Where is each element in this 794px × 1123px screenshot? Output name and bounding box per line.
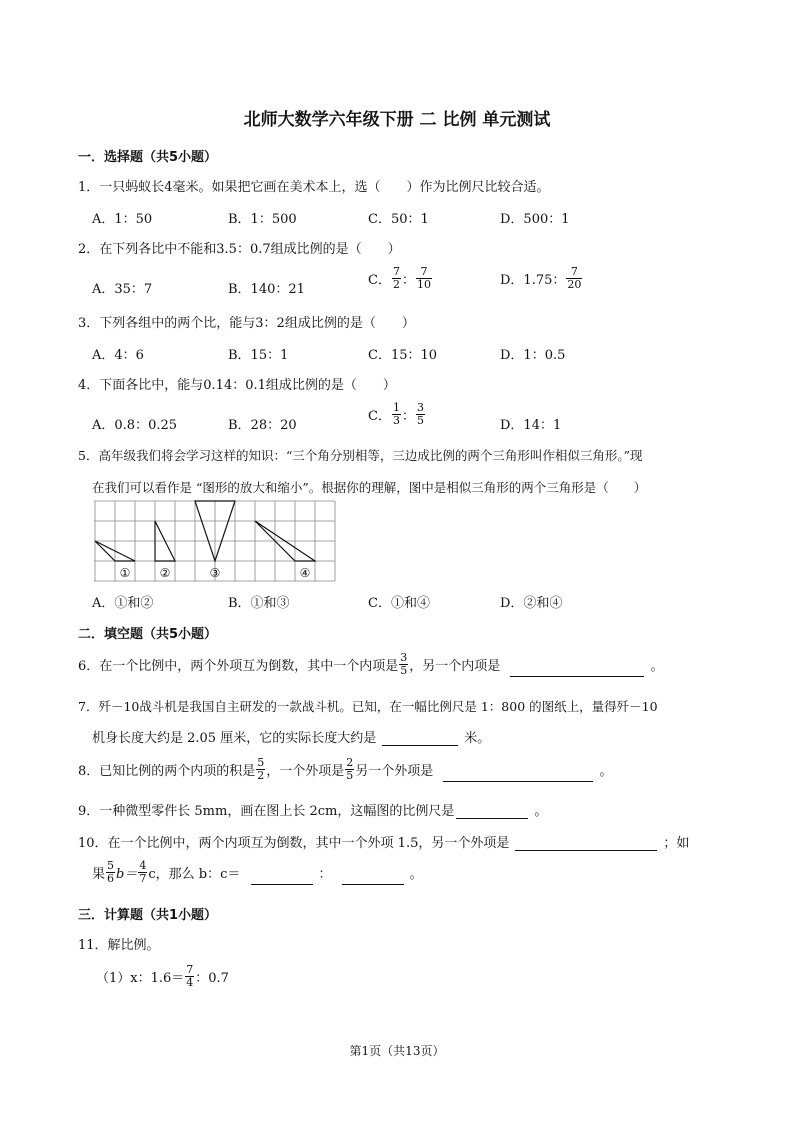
q5-option-d: D．②和④ [500,596,563,611]
question-10-line-2: 果 $\frac{5}{6}$ b＝ $\frac{4}{7}$ c，那么 b：c＝ ： 。 [92,859,423,885]
q10-answer-blank-1 [515,836,657,851]
q1-option-a: A．1：50 [92,212,153,227]
q4-option-c: C． $\frac{1}{3}$ ： $\frac{3}{5}$ [368,401,424,427]
q5-option-b: B．①和③ [228,596,290,611]
q3-option-b: B．15：1 [228,348,289,363]
q1-option-b: B．1：500 [228,212,297,227]
q3-option-c: C．15：10 [368,348,438,363]
q4-option-a: A．0.8：0.25 [92,418,178,433]
section-heading-calc: 三．计算题（共1小题） [78,908,218,923]
q4-option-b: B．28：20 [228,418,297,433]
question-6: 6．在一个比例中，两个外项互为倒数，其中一个内项是 $\frac{3}{5}$ ，另一个内项是 。 [78,651,664,677]
q9-answer-blank [456,804,528,819]
page-footer: 第1页（共13页） [349,1044,445,1058]
q3-option-d: D．1：0.5 [500,348,566,363]
q2-option-d: D．1.75： $\frac{7}{20}$ [500,265,582,291]
question-3-text: 3．下列各组中的两个比，能与3：2组成比例的是（ ） [78,316,415,331]
q10-answer-blank-2 [251,870,313,885]
triangle-grid-figure [94,500,336,582]
question-8: 8．已知比例的两个内项的积是 $\frac{5}{2}$ ，一个外项是 $\frac{2}{5}$ 另一个外项是 。 [78,756,613,782]
q2-option-c: C． $\frac{7}{2}$ ： $\frac{7}{10}$ [368,265,431,291]
triangle-label-3: ③ [209,566,221,580]
question-10-line-1: 10．在一个比例中，两个内项互为倒数，其中一个外项 1.5，另一个外项是 ；如 [78,836,690,851]
question-7-line-2: 机身长度大约是 2.05 厘米，它的实际长度大约是 米。 [92,731,491,746]
q4-option-d: D．14：1 [500,418,562,433]
question-2-text: 2．在下列各比中不能和3.5：0.7组成比例的是（ ） [78,242,401,257]
q1-option-c: C．50：1 [368,212,429,227]
q8-answer-blank [443,767,593,782]
q5-option-a: A．①和② [92,596,154,611]
q6-answer-blank [510,662,644,677]
page-title: 北师大数学六年级下册 二 比例 单元测试 [243,110,551,130]
section-heading-choice: 一．选择题（共5小题） [78,150,218,165]
q5-option-c: C．①和④ [368,596,430,611]
q3-option-a: A．4：6 [92,348,144,363]
question-9: 9．一种微型零件长 5mm，画在图上长 2cm，这幅图的比例尺是 。 [78,804,548,819]
question-4-text: 4．下面各比中，能与0.14：0.1组成比例的是（ ） [78,378,396,393]
question-7-line-1: 7．歼－10战斗机是我国自主研发的一款战斗机。已知，在一幅比例尺是 1：800 的图纸上，量得歼－10 [78,699,658,714]
question-5-line-1: 5．高年级我们将会学习这样的知识：“三个角分别相等，三边成比例的两个三角形叫作相似三角形。”现 [78,448,643,463]
q2-option-a: A．35：7 [92,282,153,297]
question-11-text: 11．解比例。 [78,938,160,953]
question-11-part-1: （1）x：1.6＝ $\frac{7}{4}$ ：0.7 [96,963,229,989]
q10-answer-blank-3 [342,870,404,885]
q1-option-d: D．500：1 [500,212,570,227]
triangle-label-4: ④ [299,566,311,580]
q7-answer-blank [382,731,458,746]
triangle-label-1: ① [119,566,131,580]
q2-option-b: B．140：21 [228,282,305,297]
section-heading-fill: 二．填空题（共5小题） [78,627,218,642]
question-5-line-2: 在我们可以看作是 “图形的放大和缩小”。根据你的理解，图中是相似三角形的两个三角形是（ ） [92,480,647,495]
question-1-text: 1．一只蚂蚁长4毫米。如果把它画在美术本上，选（ ）作为比例尺比较合适。 [78,180,550,195]
triangle-label-2: ② [159,566,171,580]
